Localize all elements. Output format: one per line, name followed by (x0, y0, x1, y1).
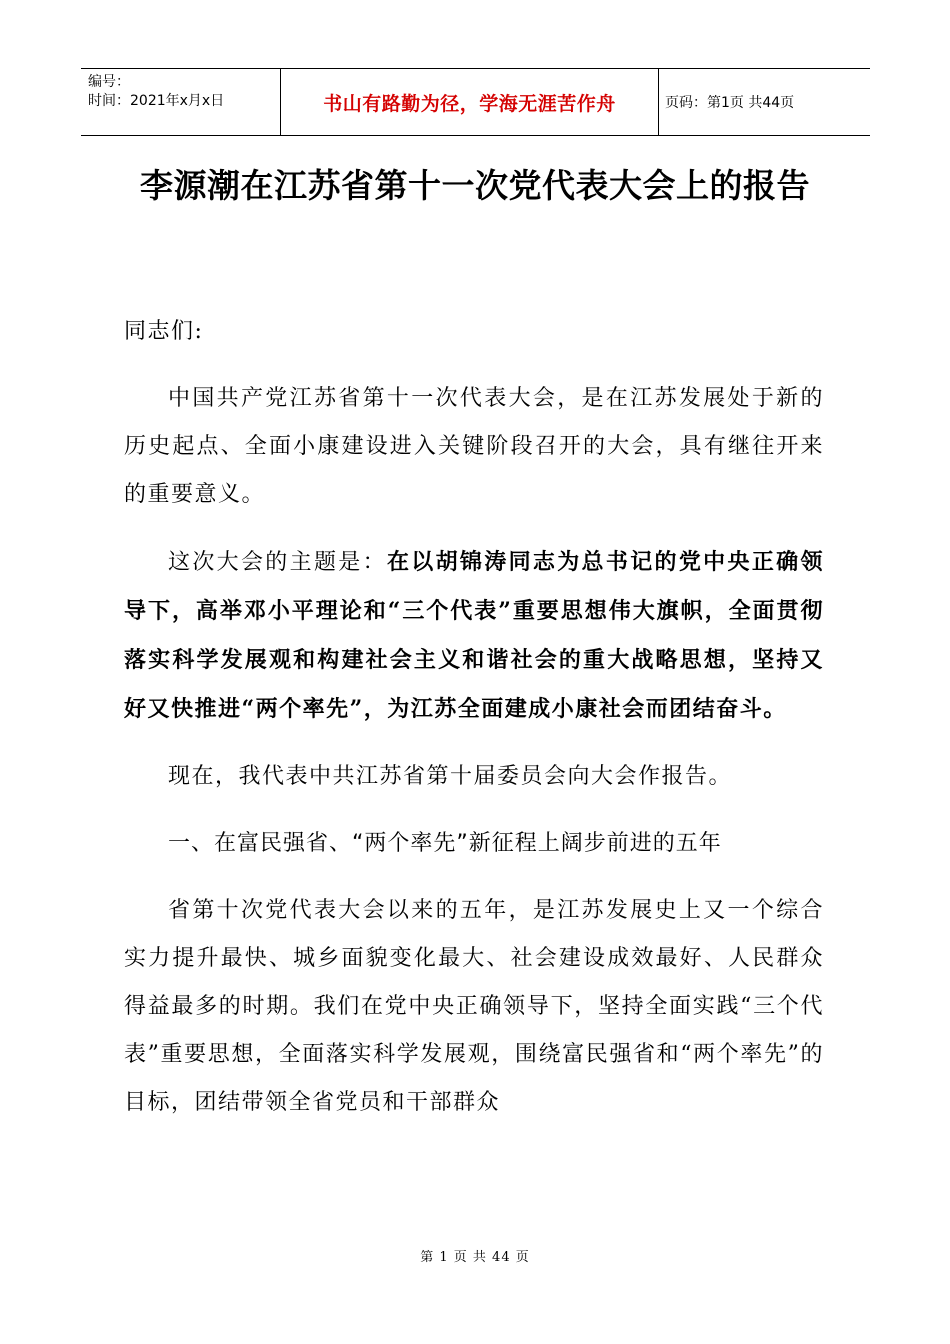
paragraph-3: 现在，我代表中共江苏省第十届委员会向大会作报告。 (168, 764, 733, 789)
paragraph-2-intro: 这次大会的主题是： (168, 550, 387, 575)
salutation: 同志们: (124, 319, 204, 344)
header-page-info: 页码：第1页 共44页 (665, 95, 795, 111)
time-label: 时间：2021年x月x日 (88, 93, 225, 109)
document-body (124, 308, 824, 1146)
paragraph-2 (124, 538, 824, 734)
theme-statement: 在以胡锦涛同志为总书记的党中央正确领导下，高举邓小平理论和“三个代表”重要思想伟大旗帜，全面贯彻落实科学发展观和构建社会主义和谐社会的重大战略思想，坚持又好又快推进“两个率先”，为江苏全面建成小康社会而团结奋斗。 (124, 549, 824, 722)
code-label: 编号： (88, 74, 130, 90)
document-title: 李源潮在江苏省第十一次党代表大会上的报告 (140, 166, 810, 205)
header-motto: 书山有路勤为径，学海无涯苦作舟 (281, 69, 659, 135)
page-footer: 第 1 页 共 44 页 (420, 1250, 530, 1265)
document-header (81, 68, 870, 136)
header-meta-cell (81, 69, 281, 135)
paragraph-1: 中国共产党江苏省第十一次代表大会，是在江苏发展处于新的历史起点、全面小康建设进入关键阶段召开的大会，具有继往开来的重要意义。 (124, 386, 824, 507)
paragraph-4: 省第十次党代表大会以来的五年，是江苏发展史上又一个综合实力提升最快、城乡面貌变化最大、社会建设成效最好、人民群众得益最多的时期。我们在党中央正确领导下，坚持全面实践“三个代表”重要思想，全面落实科学发展观，围绕富民强省和“两个率先”的目标，团结带领全省党员和干部群众 (124, 898, 824, 1115)
section-heading-1: 一、在富民强省、“两个率先”新征程上阔步前进的五年 (168, 831, 722, 856)
